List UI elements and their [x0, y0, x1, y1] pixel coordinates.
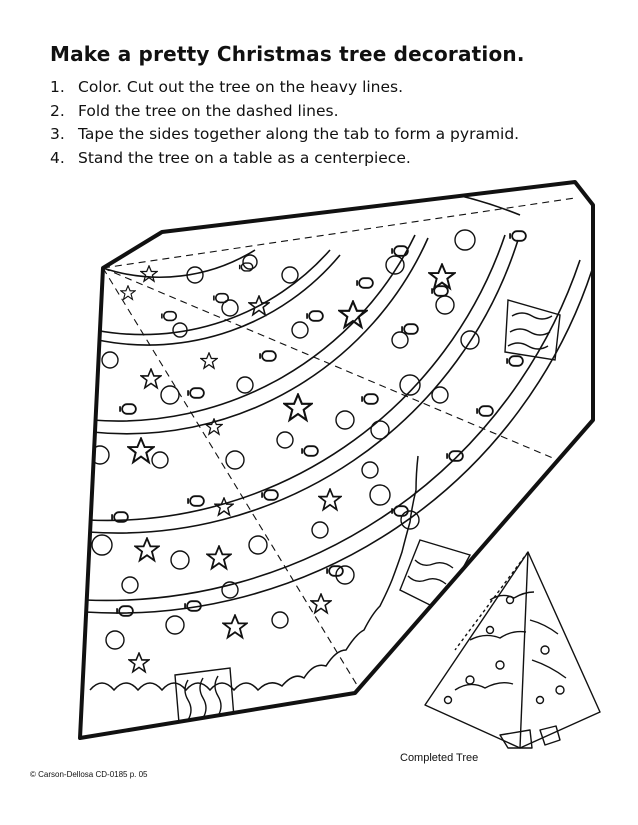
page-title: Make a pretty Christmas tree decoration.	[50, 42, 525, 66]
instruction-step-1: 1. Color. Cut out the tree on the heavy lines.	[50, 78, 404, 96]
copyright-footer: © Carson-Dellosa CD-0185 p. 05	[30, 770, 148, 779]
instruction-step-3: 3. Tape the sides together along the tab to form a pyramid.	[50, 125, 520, 143]
completed-tree-caption: Completed Tree	[400, 752, 479, 764]
instruction-step-2: 2. Fold the tree on the dashed lines.	[50, 101, 339, 120]
instruction-step-4: 4. Stand the tree on a table as a centerpiece.	[50, 148, 411, 167]
